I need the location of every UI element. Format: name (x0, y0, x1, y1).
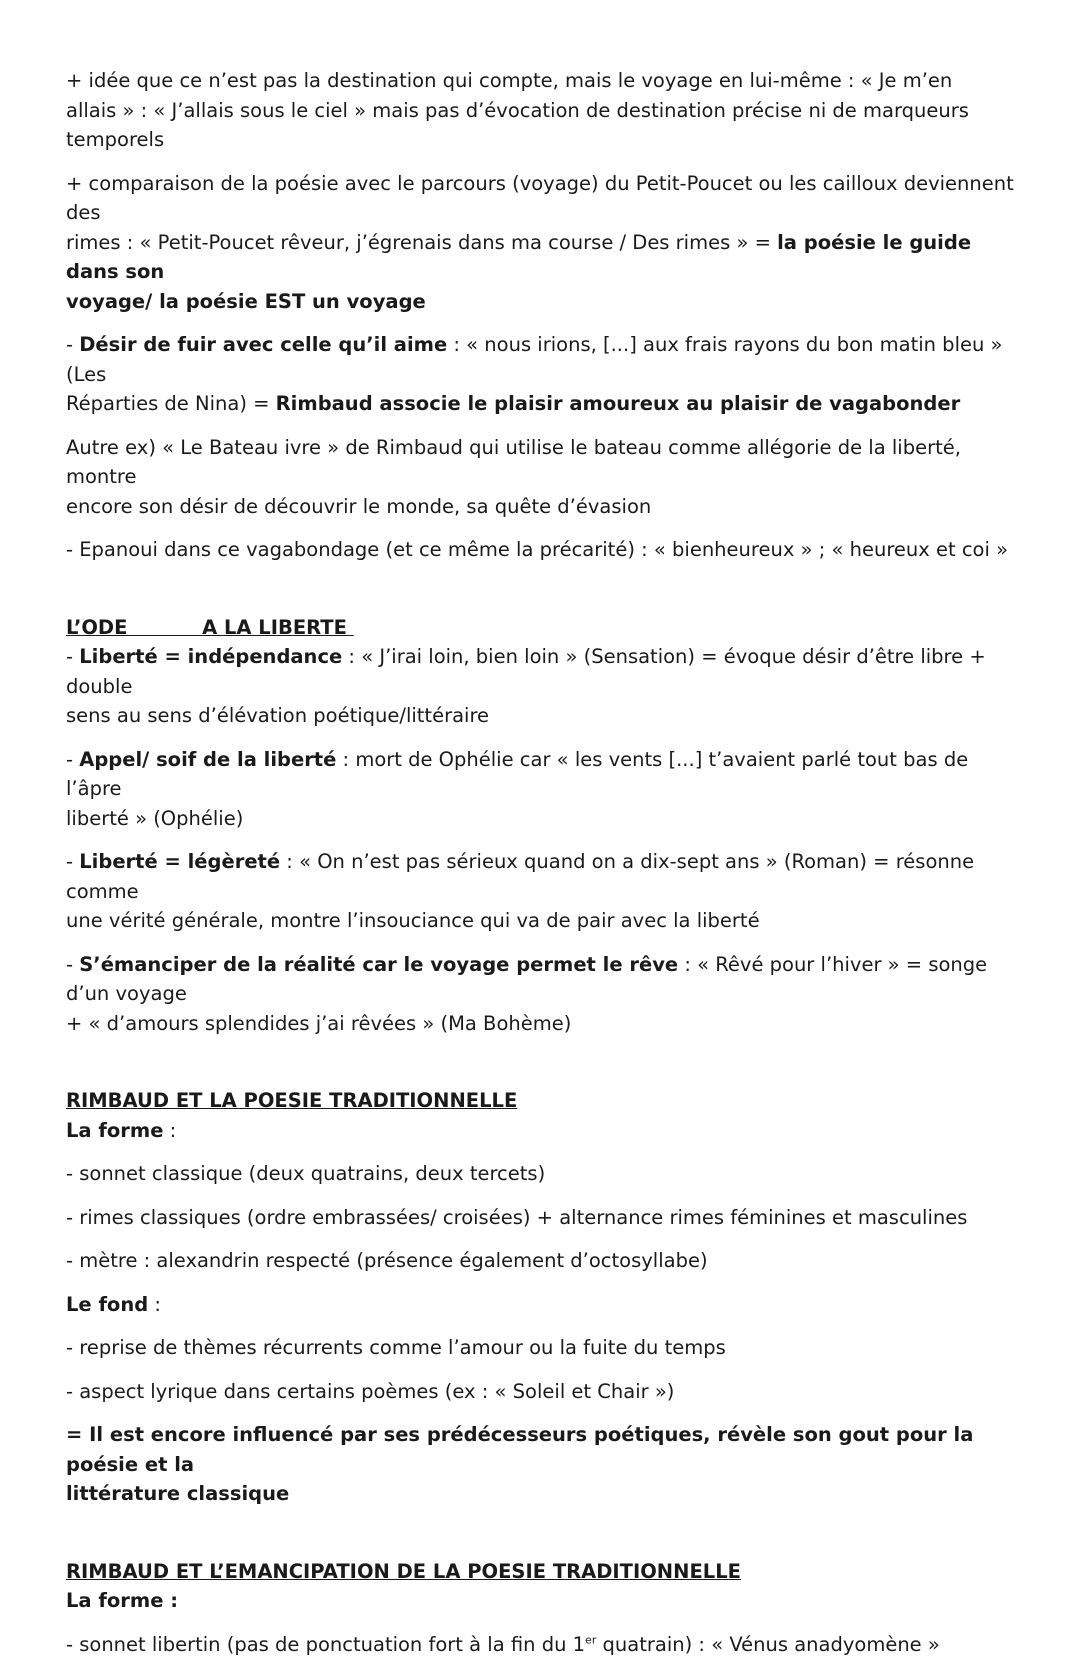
paragraph-desir-fuir: - Désir de fuir avec celle qu’il aime : « nous irions, [...] aux frais rayons du bon matin bleu » (Les Réparties de Nina) = Rimbaud associe le plaisir amoureux au plaisir de vagabonder (66, 330, 1016, 419)
paragraph-destination: + idée que ce n’est pas la destination qui compte, mais le voyage en lui-même : « Je m’en allais » : « J’allais sous le ciel » mais pas d’évocation de destination précise ni de marqueurs temporels (66, 66, 1016, 155)
subheading-forme: La forme : (66, 1116, 1016, 1146)
item-lyrique: - aspect lyrique dans certains poèmes (ex : « Soleil et Chair ») (66, 1377, 1016, 1407)
item-appel-liberte: - Appel/ soif de la liberté : mort de Ophélie car « les vents [...] t’avaient parlé tout bas de l’âpre liberté » (Ophélie) (66, 745, 1016, 834)
spacer (66, 565, 1016, 613)
item-liberte-independance: - Liberté = indépendance : « J’irai loin, bien loin » (Sensation) = évoque désir d’être libre + double sens au sens d’élévation poétique/littéraire (66, 642, 1016, 731)
document-page (66, 66, 1016, 1659)
item-emanciper-reve: - S’émanciper de la réalité car le voyage permet le rêve : « Rêvé pour l’hiver » = songe d’un voyage + « d’amours splendides j’ai rêvées » (Ma Bohème) (66, 950, 1016, 1039)
conclusion-influence: = Il est encore influencé par ses prédécesseurs poétiques, révèle son gout pour la poésie et la littérature classique (66, 1420, 1016, 1509)
subheading-fond: Le fond : (66, 1290, 1016, 1320)
heading-poesie-traditionnelle: RIMBAUD ET LA POESIE TRADITIONNELLE (66, 1086, 1016, 1116)
paragraph-epanoui: - Epanoui dans ce vagabondage (et ce même la précarité) : « bienheureux » ; « heureux et coi » (66, 535, 1016, 565)
item-sonnet-libertin: - sonnet libertin (pas de ponctuation fort à la fin du 1er quatrain) : « Vénus anadyomène » (66, 1630, 1016, 1659)
item-metre: - mètre : alexandrin respecté (présence également d’octosyllabe) (66, 1246, 1016, 1276)
item-themes: - reprise de thèmes récurrents comme l’amour ou la fuite du temps (66, 1333, 1016, 1363)
spacer (66, 1038, 1016, 1086)
paragraph-bateau-ivre: Autre ex) « Le Bateau ivre » de Rimbaud qui utilise le bateau comme allégorie de la liberté, montre encore son désir de découvrir le monde, sa quête d’évasion (66, 433, 1016, 522)
item-sonnet-classique: - sonnet classique (deux quatrains, deux tercets) (66, 1159, 1016, 1189)
subheading-forme-2: La forme : (66, 1586, 1016, 1616)
heading-emancipation: RIMBAUD ET L’EMANCIPATION DE LA POESIE TRADITIONNELLE (66, 1557, 1016, 1587)
item-liberte-legerete: - Liberté = légèreté : « On n’est pas sérieux quand on a dix-sept ans » (Roman) = résonne comme une vérité générale, montre l’insouciance qui va de pair avec la liberté (66, 847, 1016, 936)
heading-ode-liberte: L’ODE A LA LIBERTE (66, 613, 1016, 643)
paragraph-petit-poucet: + comparaison de la poésie avec le parcours (voyage) du Petit-Poucet ou les cailloux deviennent des rimes : « Petit-Poucet rêveur, j’égrenais dans ma course / Des rimes » = la poésie le guide dans son voyage/ la poésie EST un voyage (66, 169, 1016, 317)
spacer (66, 1509, 1016, 1557)
item-rimes-classiques: - rimes classiques (ordre embrassées/ croisées) + alternance rimes féminines et masculines (66, 1203, 1016, 1233)
